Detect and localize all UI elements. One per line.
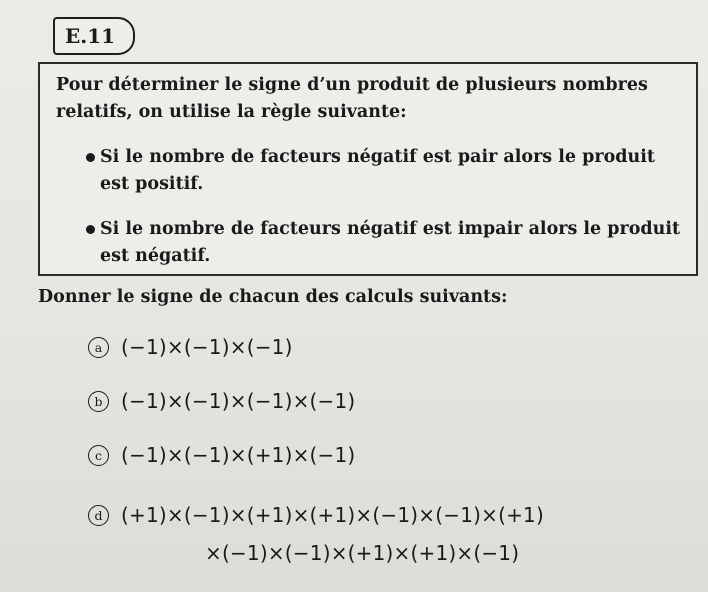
question-prompt: Donner le signe de chacun des calculs suivants: <box>38 287 508 307</box>
rule-text-even: Si le nombre de facteurs négatif est pair alors le produit est positif. <box>100 147 655 194</box>
rule-item-odd <box>100 216 686 270</box>
item-letter-badge: b <box>88 391 109 412</box>
calc-item-d <box>88 502 544 528</box>
rule-text-odd: Si le nombre de facteurs négatif est impair alors le produit est négatif. <box>100 219 681 266</box>
bullet-icon <box>86 225 95 234</box>
exercise-label: E.11 <box>53 17 135 55</box>
rule-item-even <box>100 144 686 198</box>
calc-item-a <box>88 334 293 360</box>
calc-expression: (−1)×(−1)×(+1)×(−1) <box>121 443 356 467</box>
calc-item-c <box>88 442 355 468</box>
calc-expression-continuation: ×(−1)×(−1)×(+1)×(+1)×(−1) <box>205 541 520 565</box>
item-letter-badge: d <box>88 505 109 526</box>
rule-intro: Pour déterminer le signe d’un produit de plusieurs nombres relatifs, on utilise la règle suivante: <box>56 75 648 122</box>
calc-expression: (−1)×(−1)×(−1)×(−1) <box>121 389 356 413</box>
item-letter-badge: c <box>88 445 109 466</box>
calc-item-d-continuation <box>205 540 519 566</box>
calc-expression: (+1)×(−1)×(+1)×(+1)×(−1)×(−1)×(+1) <box>121 503 544 527</box>
item-letter-badge: a <box>88 337 109 358</box>
calc-expression: (−1)×(−1)×(−1) <box>121 335 293 359</box>
calc-item-b <box>88 388 355 414</box>
rule-box <box>38 62 698 276</box>
bullet-icon <box>86 153 95 162</box>
